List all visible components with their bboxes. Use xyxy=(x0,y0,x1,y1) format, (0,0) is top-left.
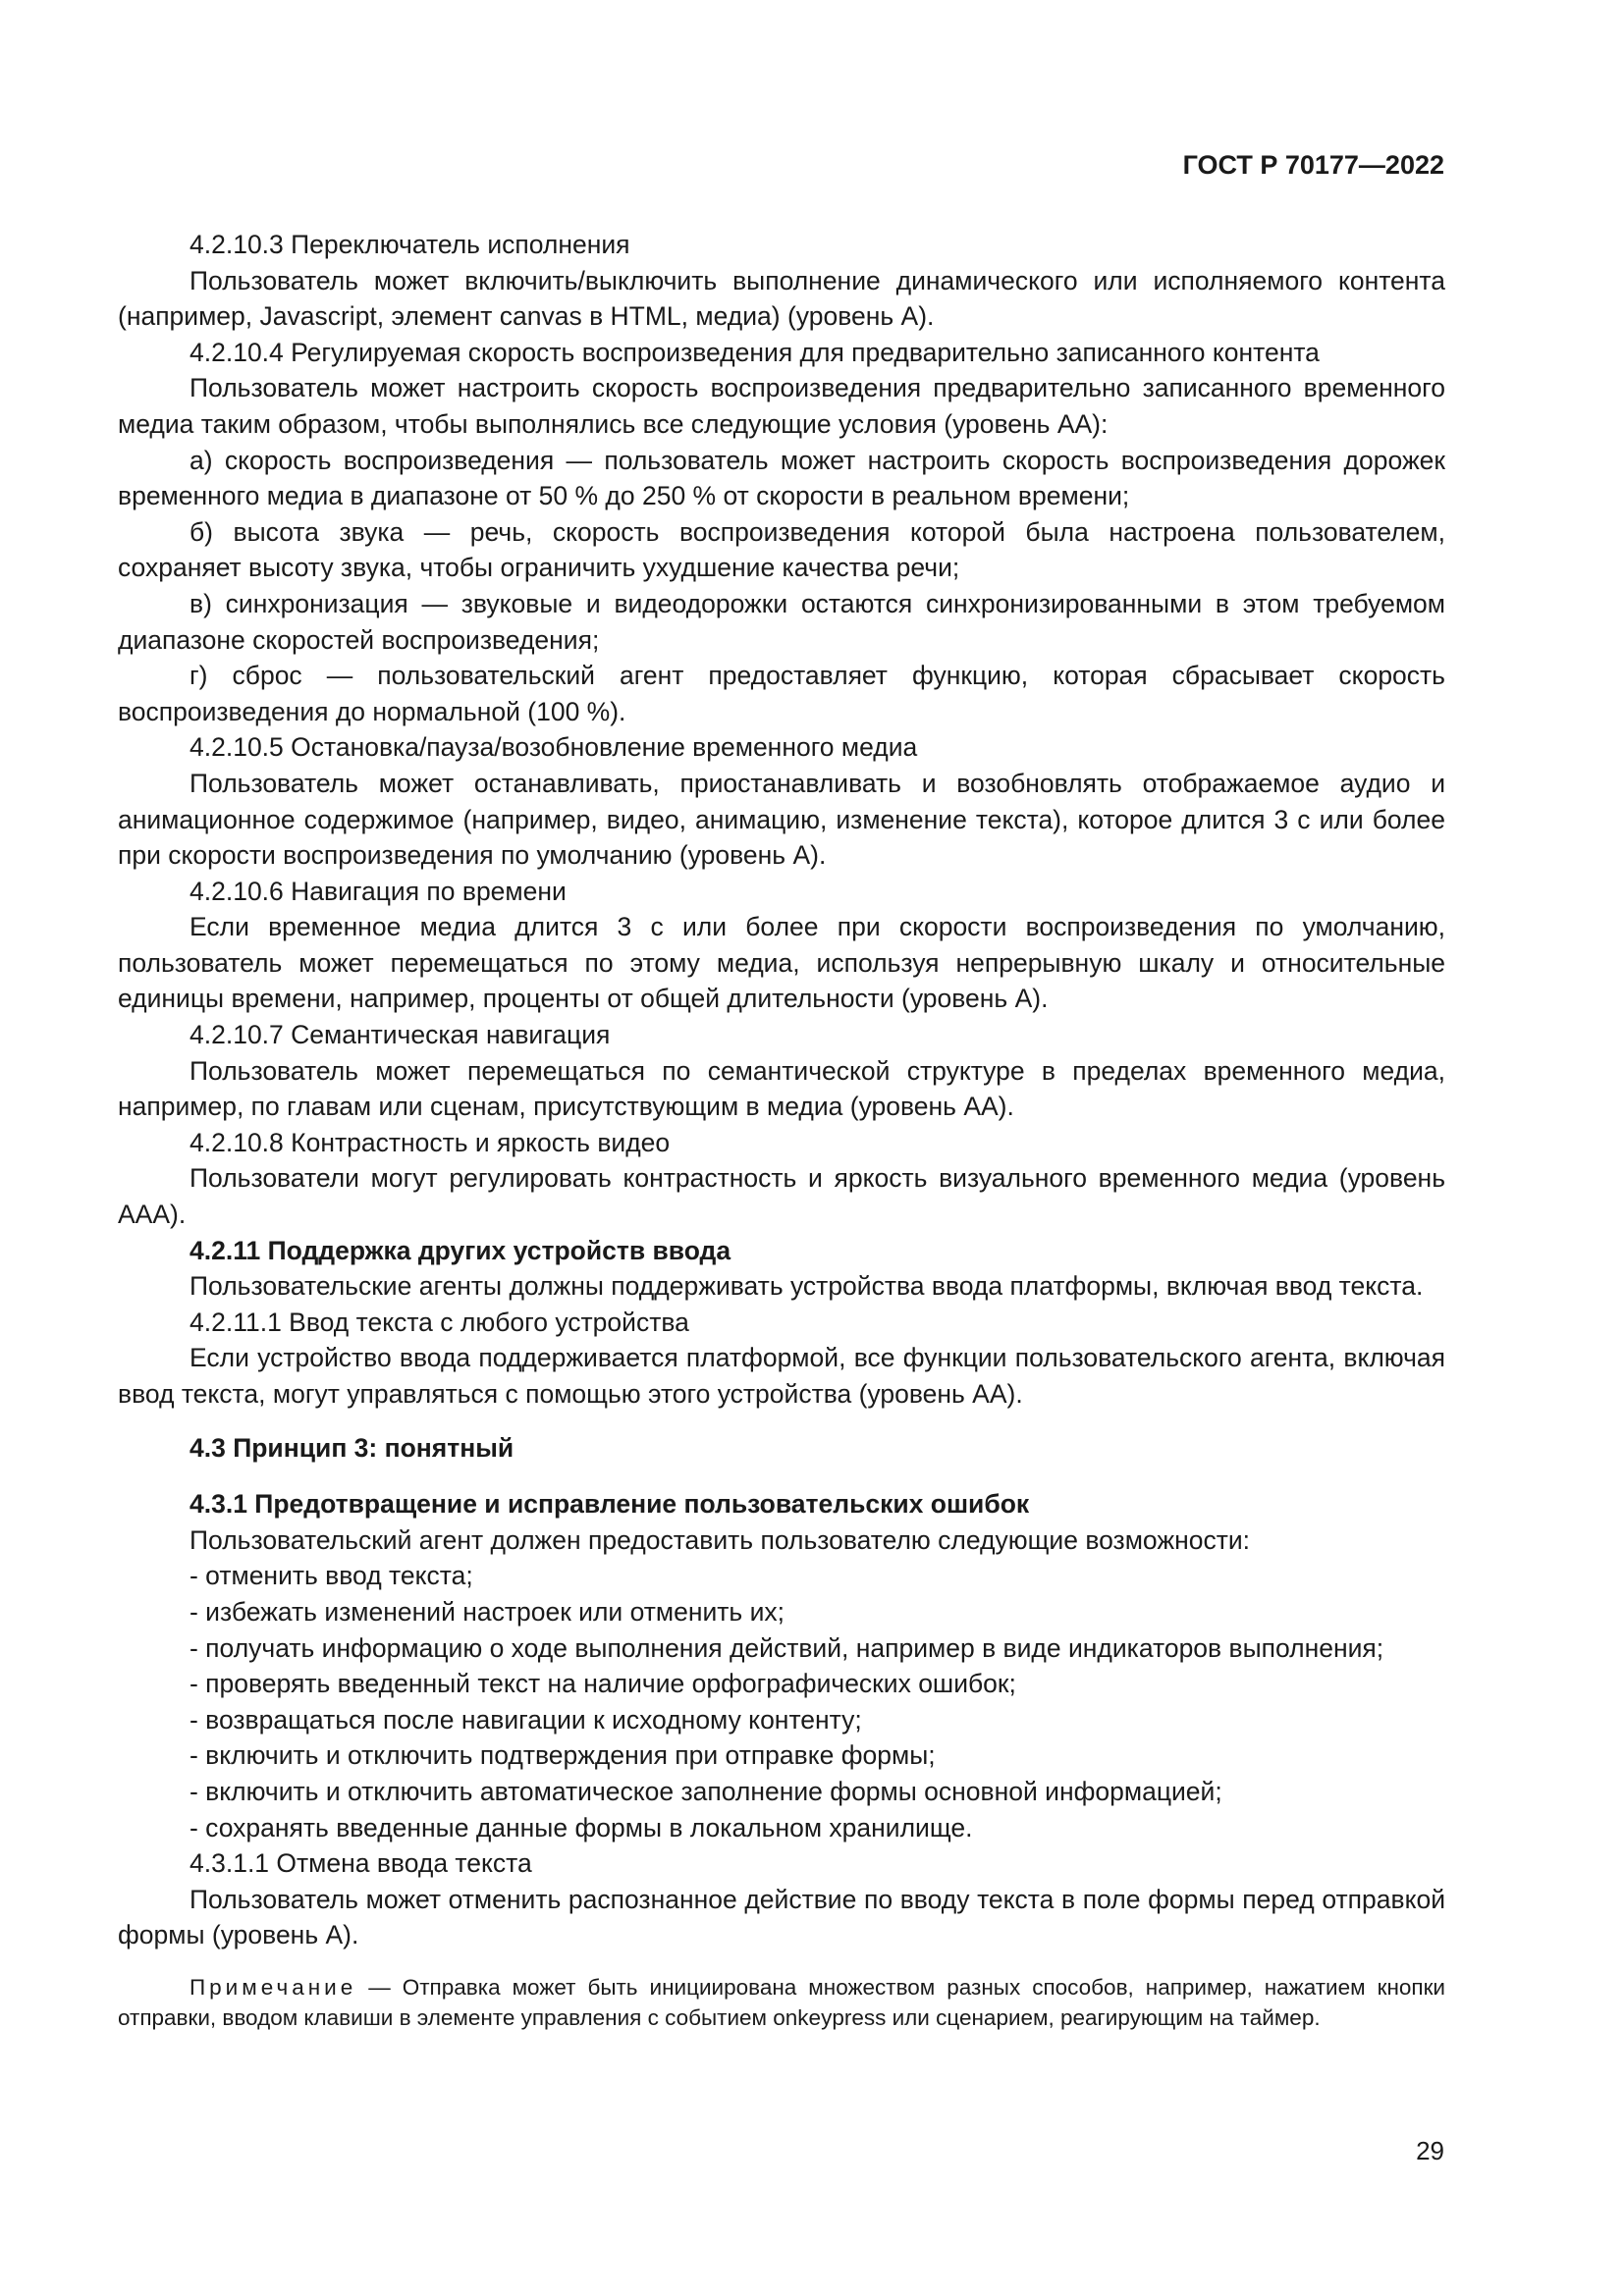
section-4-3-1-heading: 4.3.1 Предотвращение и исправление пользовательских ошибок xyxy=(189,1489,1030,1520)
clause-4-2-10-4-heading: 4.2.10.4 Регулируемая скорость воспроизведения для предварительно записанного контента xyxy=(189,337,1320,367)
clause-4-2-10-4-item-g: г) сброс — пользовательский агент предоставляет функцию, которая сбрасывает скорость воспроизведения до нормальной (100 %). xyxy=(118,661,1445,726)
list-item: - избежать изменений настроек или отменить их; xyxy=(189,1596,785,1627)
list-item: - включить и отключить автоматическое заполнение формы основной информацией; xyxy=(189,1776,1222,1806)
clause-4-2-10-4-item-v: в) синхронизация — звуковые и видеодорожки остаются синхронизированными в этом требуемом диапазоне скоростей воспроизведения; xyxy=(118,588,1445,655)
clause-4-2-10-7-heading: 4.2.10.7 Семантическая навигация xyxy=(189,1020,611,1050)
clause-4-2-10-3-text: Пользователь может включить/выключить выполнение динамического или исполняемого контента (например, Javascript, элемент canvas в HTML, медиа) (уровень А). xyxy=(118,265,1445,332)
document-header: ГОСТ Р 70177—2022 xyxy=(1182,150,1444,180)
clause-4-2-11-1-text: Если устройство ввода поддерживается платформой, все функции пользовательского агента, включая ввод текста, могут управляться с помощью этого устройства (уровень АА). xyxy=(118,1343,1445,1409)
list-item: - проверять введенный текст на наличие орфографических ошибок; xyxy=(189,1669,1016,1699)
note xyxy=(118,1972,1445,2033)
section-4-2-11-heading: 4.2.11 Поддержка других устройств ввода xyxy=(189,1235,731,1265)
clause-4-2-11-1-heading: 4.2.11.1 Ввод текста с любого устройства xyxy=(189,1307,689,1337)
clause-4-3-1-1-text: Пользователь может отменить распознанное действие по вводу текста в поле формы перед отправкой формы (уровень А). xyxy=(118,1884,1445,1950)
list-item: - возвращаться после навигации к исходному контенту; xyxy=(189,1704,862,1735)
clause-4-2-10-7-text: Пользователь может перемещаться по семантической структуре в пределах временного медиа, например, по главам или сценам, присутствующим в медиа (уровень АА). xyxy=(118,1055,1445,1122)
page-number: 29 xyxy=(1416,2136,1444,2165)
clause-4-2-10-3-heading: 4.2.10.3 Переключатель исполнения xyxy=(189,230,630,259)
section-4-2-11-intro: Пользовательские агенты должны поддерживать устройства ввода платформы, включая ввод текста. xyxy=(189,1271,1424,1302)
section-4-3-1-intro: Пользовательский агент должен предоставить пользователю следующие возможности: xyxy=(189,1524,1251,1555)
clause-4-2-10-4-item-b: б) высота звука — речь, скорость воспроизведения которой была настроена пользователем, сохраняет высоту звука, чтобы ограничить ухудшение качества речи; xyxy=(118,516,1445,583)
clause-4-2-10-6-text: Если временное медиа длится 3 с или более при скорости воспроизведения по умолчанию, пользователь может перемещаться по этому медиа, используя непрерывную шкалу и относительные единицы времени, например, проценты от общей длительности (уровень А). xyxy=(118,912,1445,1014)
clause-4-2-10-6-heading: 4.2.10.6 Навигация по времени xyxy=(189,876,567,906)
clause-4-2-10-8-heading: 4.2.10.8 Контрастность и яркость видео xyxy=(189,1127,671,1157)
clause-4-2-10-8-text: Пользователи могут регулировать контрастность и яркость визуального временного медиа (уровень ААА). xyxy=(118,1163,1445,1230)
note-label: Примечание xyxy=(189,1974,357,2000)
clause-4-3-1-1-heading: 4.3.1.1 Отмена ввода текста xyxy=(189,1848,532,1879)
section-4-3-heading: 4.3 Принцип 3: понятный xyxy=(189,1432,514,1463)
note-text: — Отправка может быть инициирована множеством разных способов, например, нажатием кнопки отправки, вводом клавиши в элементе управления с событием onkeypress или сценарием, реагирующим на таймер. xyxy=(118,1974,1445,2030)
clause-4-2-10-5-heading: 4.2.10.5 Остановка/пауза/возобновление временного медиа xyxy=(189,732,918,763)
clause-4-2-10-4-item-a: а) скорость воспроизведения — пользователь может настроить скорость воспроизведения дорожек временного медиа в диапазоне от 50 % до 250 % от скорости в реальном времени; xyxy=(118,445,1445,511)
clause-4-2-10-4-text: Пользователь может настроить скорость воспроизведения предварительно записанного временного медиа таким образом, чтобы выполнялись все следующие условия (уровень АА): xyxy=(118,373,1445,439)
list-item: - отменить ввод текста; xyxy=(189,1561,473,1591)
page-body xyxy=(118,227,1445,2055)
list-item: - сохранять введенные данные формы в локальном хранилище. xyxy=(189,1812,973,1842)
list-item: - включить и отключить подтверждения при отправке формы; xyxy=(189,1740,936,1771)
clause-4-2-10-5-text: Пользователь может останавливать, приостанавливать и возобновлять отображаемое аудио и анимационное содержимое (например, видео, анимацию, изменение текста), которое длится 3 с или более при скорости воспроизведения по умолчанию (уровень А). xyxy=(118,768,1445,871)
list-item: - получать информацию о ходе выполнения действий, например в виде индикаторов выполнения; xyxy=(189,1632,1384,1663)
